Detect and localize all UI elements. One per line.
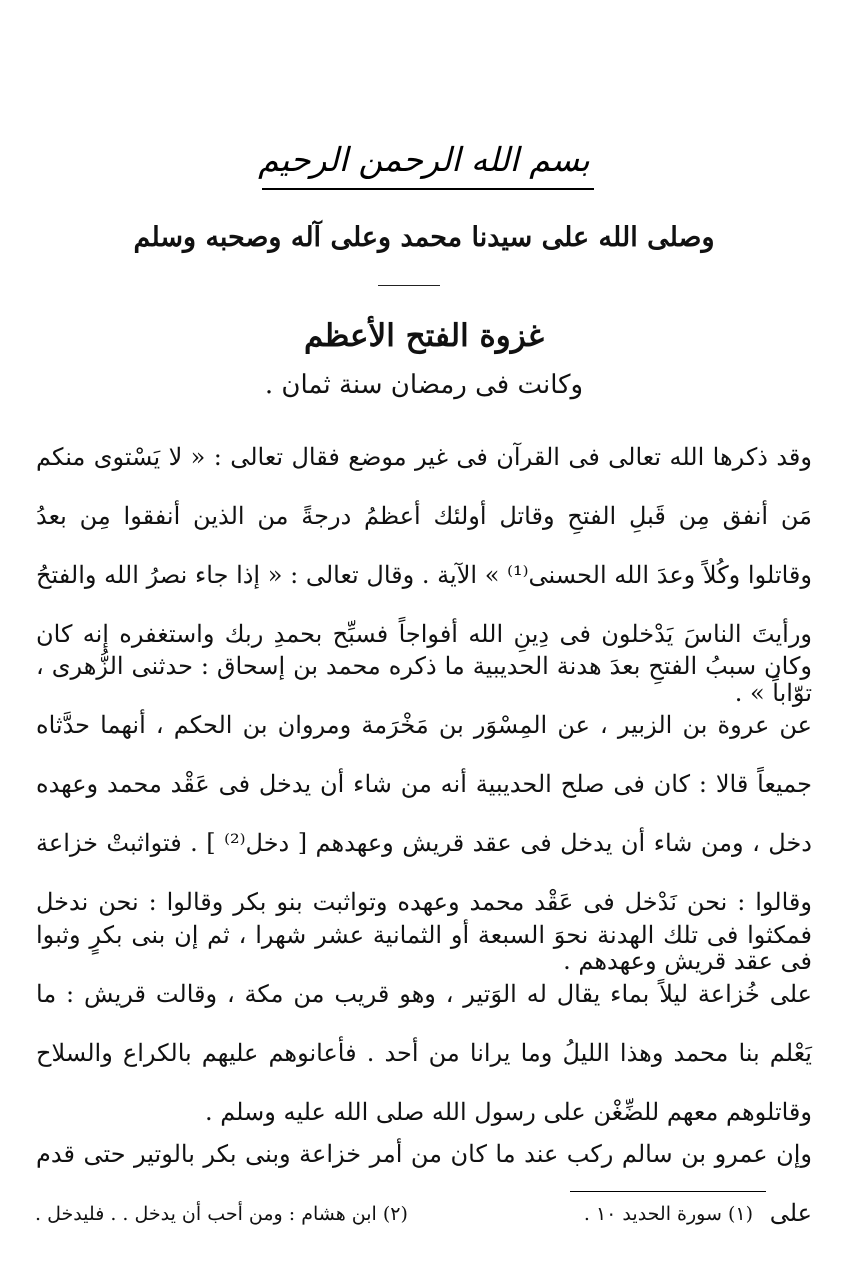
salutation-line: وصلى الله على سيدنا محمد وعلى آله وصحبه وسلم: [133, 222, 715, 253]
footnote-2: (٢) ابن هشام : ومن أحب أن يدخل . . فليدخل .: [35, 1203, 408, 1225]
paragraph-3: فمكثوا فى تلك الهدنة نحوَ السبعة أو الثمانية عشر شهرا ، ثم إن بنى بكرٍ وثبوا على خُزاعة ليلاً بماء يقال له الوَتير ، وهو قريب من مكة ، وقالت قريش : ما يَعْلم بنا محمد وهذا الليلُ وما يرانا من أحد . فأعانوهم عليهم بالكراع والسلاح وقاتلوهم معهم للضِّغْن على رسول الله صلى الله عليه وسلم .: [36, 921, 812, 1126]
paragraph-2: وكان سببُ الفتحِ بعدَ هدنة الحديبية ما ذكره محمد بن إسحاق : حدثنى الزُّهرى ، عن عروة بن الزبير ، عن المِسْوَر بن مَخْرَمة ومروان بن الحكم ، أنهما حدَّثاه جميعاً قالا : كان فى صلح الحديبية أنه من شاء أن يدخل فى عَقْد محمد وعهده دخل ، ومن شاء أن يدخل فى عقد قريش وعهدهم [ دخل⁽²⁾ ] . فتواثبتْ خزاعة وقالوا : نحن نَدْخل فى عَقْد محمد وعهده وتواثبت بنو بكر وقالوا : نحن ندخل فى عقد قريش وعهدهم .: [36, 652, 812, 975]
paragraph-4: وإن عمرو بن سالم ركب عند ما كان من أمر خزاعة وبنى بكر بالوتير حتى قدم على: [36, 1140, 812, 1227]
chapter-subheading: وكانت فى رمضان سنة ثمان .: [264, 370, 584, 400]
chapter-heading: غزوة الفتح الأعظم: [303, 318, 545, 354]
basmala-underline: [262, 188, 594, 190]
short-divider: [378, 285, 440, 286]
paragraph-1: وقد ذكرها الله تعالى فى القرآن فى غير موضع فقال تعالى : « لا يَسْتوى منكم مَن أنفق مِن قَبلِ الفتحِ وقاتل أولئك أعظمُ درجةً من الذين أنفقوا مِن بعدُ وقاتلوا وكُلاً وعدَ الله الحسنى⁽¹⁾ » الآية . وقال تعالى : « إذا جاء نصرُ الله والفتحُ ورأيتَ الناسَ يَدْخلون فى دِينِ الله أفواجاً فسبِّح بحمدِ ربك واستغفره إنه كان توّاباً » .: [36, 443, 812, 707]
basmala-calligraphy: بسم الله الرحمن الرحيم: [258, 140, 590, 179]
footnote-1: (١) سورة الحديد ١٠ .: [583, 1203, 753, 1225]
footnote-rule: [570, 1191, 766, 1192]
